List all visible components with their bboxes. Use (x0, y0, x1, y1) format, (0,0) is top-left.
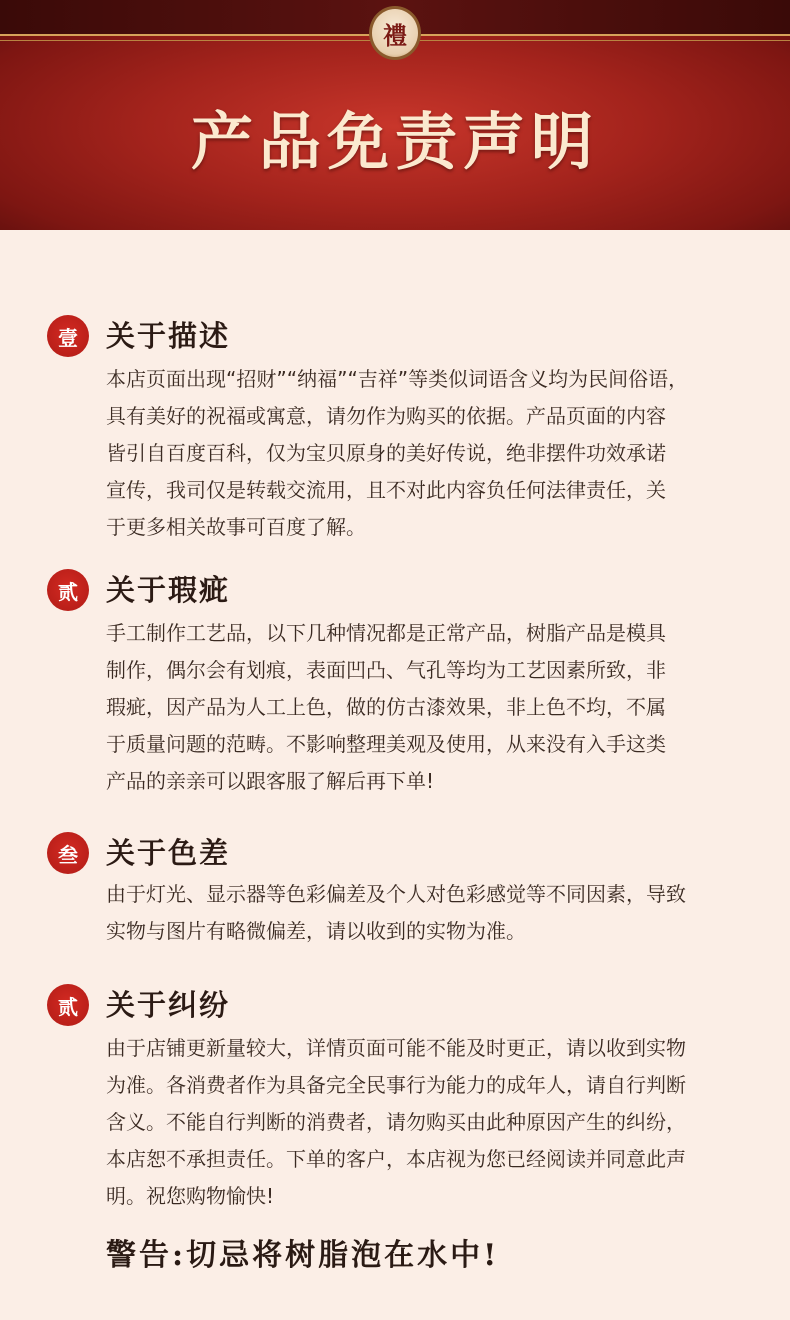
section-body (106, 361, 746, 546)
section-number-badge: 贰 (47, 984, 89, 1026)
body-line: 含义。不能自行判断的消费者，请勿购买由此种原因产生的纠纷， (106, 1110, 686, 1134)
page-title: 产品免责声明 (190, 105, 599, 178)
body-line: 于更多相关故事可百度了解。 (106, 515, 366, 539)
body-line: 产品的亲亲可以跟客服了解后再下单! (106, 769, 435, 793)
section-body (106, 1030, 746, 1215)
body-line: 制作，偶尔会有划痕，表面凹凸、气孔等均为工艺因素所致，非 (106, 658, 666, 682)
section-disputes (0, 984, 790, 1208)
header-banner (0, 0, 790, 230)
body-line: 本店恕不承担责任。下单的客户，本店视为您已经阅读并同意此声 (106, 1147, 686, 1171)
section-description (0, 315, 790, 539)
body-line: 由于店铺更新量较大，详情页面可能不能及时更正，请以收到实物 (106, 1036, 686, 1060)
section-title: 关于瑕疵 (106, 573, 231, 607)
body-line: 本店页面出现“招财”“纳福”“吉祥”等类似词语含义均为民间俗语， (106, 367, 689, 391)
section-header (0, 569, 790, 609)
body-line: 皆引自百度百科，仅为宝贝原身的美好传说，绝非摆件功效承诺 (106, 441, 666, 465)
section-color-difference (0, 832, 790, 943)
section-title: 关于纠纷 (106, 988, 231, 1022)
body-line: 由于灯光、显示器等色彩偏差及个人对色彩感觉等不同因素，导致 (106, 882, 686, 906)
body-line: 明。祝您购物愉快! (106, 1184, 275, 1208)
section-defects (0, 569, 790, 793)
body-line: 于质量问题的范畴。不影响整理美观及使用，从来没有入手这类 (106, 732, 666, 756)
section-number-badge: 贰 (47, 569, 89, 611)
section-header (0, 984, 790, 1024)
seal-emblem (369, 6, 421, 60)
section-body (106, 615, 746, 800)
section-body (106, 876, 746, 950)
warning-text: 警告:切忌将树脂泡在水中! (106, 1238, 500, 1273)
body-line: 为准。各消费者作为具备完全民事行为能力的成年人，请自行判断 (106, 1073, 686, 1097)
section-number-badge: 叁 (47, 832, 89, 874)
section-header (0, 315, 790, 355)
body-line: 手工制作工艺品，以下几种情况都是正常产品，树脂产品是模具 (106, 621, 666, 645)
body-line: 宣传，我司仅是转载交流用，且不对此内容负任何法律责任，关 (106, 478, 666, 502)
body-line: 实物与图片有略微偏差，请以收到的实物为准。 (106, 919, 526, 943)
body-line: 瑕疵，因产品为人工上色，做的仿古漆效果，非上色不均，不属 (106, 695, 666, 719)
section-title: 关于色差 (106, 836, 231, 870)
seal-glyph: 禮 (383, 20, 407, 50)
body-line: 具有美好的祝福或寓意，请勿作为购买的依据。产品页面的内容 (106, 404, 666, 428)
section-title: 关于描述 (106, 319, 231, 353)
section-number-badge: 壹 (47, 315, 89, 357)
section-header (0, 832, 790, 872)
